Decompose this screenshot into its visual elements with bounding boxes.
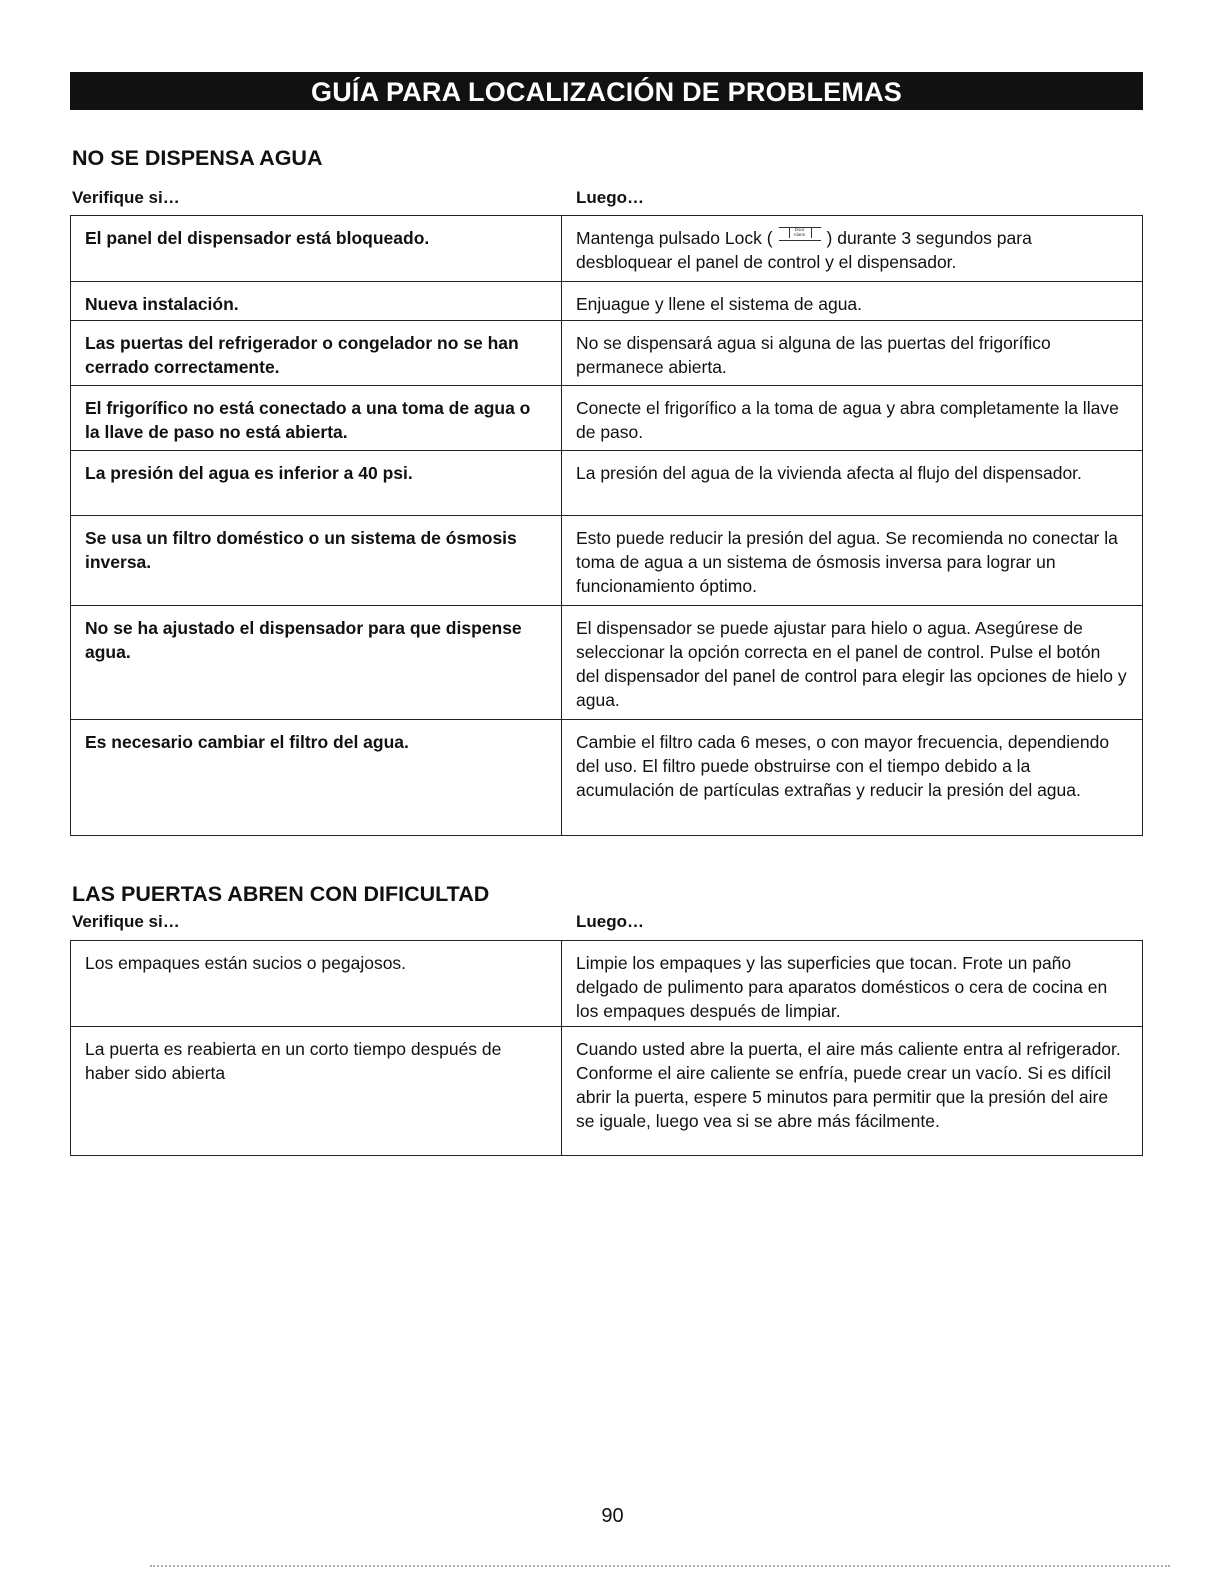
table-row [71,386,1143,451]
check-cell: Los empaques están sucios o pegajosos. [85,953,407,973]
then-cell: Conecte el frigorífico a la toma de agua y abra completamente la llave de paso. [576,398,1119,442]
table-row [71,282,1143,321]
then-cell: No se dispensará agua si alguna de las puertas del frigorífico permanece abierta. [576,333,1051,377]
page-number: 90 [601,1505,624,1527]
check-cell: El frigorífico no está conectado a una toma de agua o la llave de paso no está abierta. [85,398,531,442]
then-cell [562,216,1142,281]
check-cell: No se ha ajustado el dispensador para que dispense agua. [85,618,522,662]
table-row [71,451,1143,516]
table-row [71,1027,1143,1156]
then-text-after: ) durante 3 segundos para desbloquear el panel de control y el dispensador. [576,228,1032,272]
section-title-no-water: NO SE DISPENSA AGUA [72,146,323,170]
table-row [71,941,1143,1027]
table-row [71,321,1143,386]
check-cell: El panel del dispensador está bloqueado. [85,228,430,248]
doors-table [70,940,1143,1156]
table-row [71,606,1143,720]
lock-button-icon: Door Alarm [775,226,825,248]
then-cell: Limpie los empaques y las superficies que tocan. Frote un paño delgado de pulimento para aparatos domésticos o cera de cocina en los empaques después de limpiar. [576,953,1108,1021]
column-header-check: Verifique si… [72,912,180,931]
column-header-then: Luego… [576,912,644,931]
then-cell: Cuando usted abre la puerta, el aire más caliente entra al refrigerador. Conforme el aire caliente se enfría, puede crear un vacío. Si es difícil abrir la puerta, espere 5 minutos para permitir que la presión del aire se iguale, luego vea si se abre más fácilmente. [576,1039,1121,1131]
section-title-doors-difficult: LAS PUERTAS ABREN CON DIFICULTAD [72,882,490,906]
page-banner-title: GUÍA PARA LOCALIZACIÓN DE PROBLEMAS [70,72,1143,110]
then-cell: Cambie el filtro cada 6 meses, o con mayor frecuencia, dependiendo del uso. El filtro puede obstruirse con el tiempo debido a la acumulación de partículas extrañas y reducir la presión del agua. [576,732,1110,800]
check-cell: Las puertas del refrigerador o congelador no se han cerrado correctamente. [85,333,519,377]
check-cell: Se usa un filtro doméstico o un sistema de ósmosis inversa. [85,528,517,572]
column-header-then: Luego… [576,188,644,207]
table-row [71,216,1143,282]
check-cell: La presión del agua es inferior a 40 psi. [85,463,413,483]
table-row [71,516,1143,606]
check-cell: La puerta es reabierta en un corto tiempo después de haber sido abierta [85,1039,502,1083]
then-cell: Enjuague y llene el sistema de agua. [576,294,863,314]
no-water-table [70,215,1143,836]
then-cell: El dispensador se puede ajustar para hielo o agua. Asegúrese de seleccionar la opción correcta en el panel de control. Pulse el botón del dispensador del panel de control para elegir las opciones de hielo y agua. [576,618,1127,710]
then-cell: Esto puede reducir la presión del agua. Se recomienda no conectar la toma de agua a un sistema de ósmosis inversa para lograr un funcionamiento óptimo. [576,528,1118,596]
column-header-check: Verifique si… [72,188,180,207]
then-cell: La presión del agua de la vivienda afecta al flujo del dispensador. [576,463,1082,483]
check-cell: Es necesario cambiar el filtro del agua. [85,732,409,752]
table-row [71,720,1143,836]
bottom-edge-artifact [150,1565,1170,1569]
check-cell: Nueva instalación. [85,294,239,314]
then-text-before: Mantenga pulsado Lock ( [576,228,773,248]
